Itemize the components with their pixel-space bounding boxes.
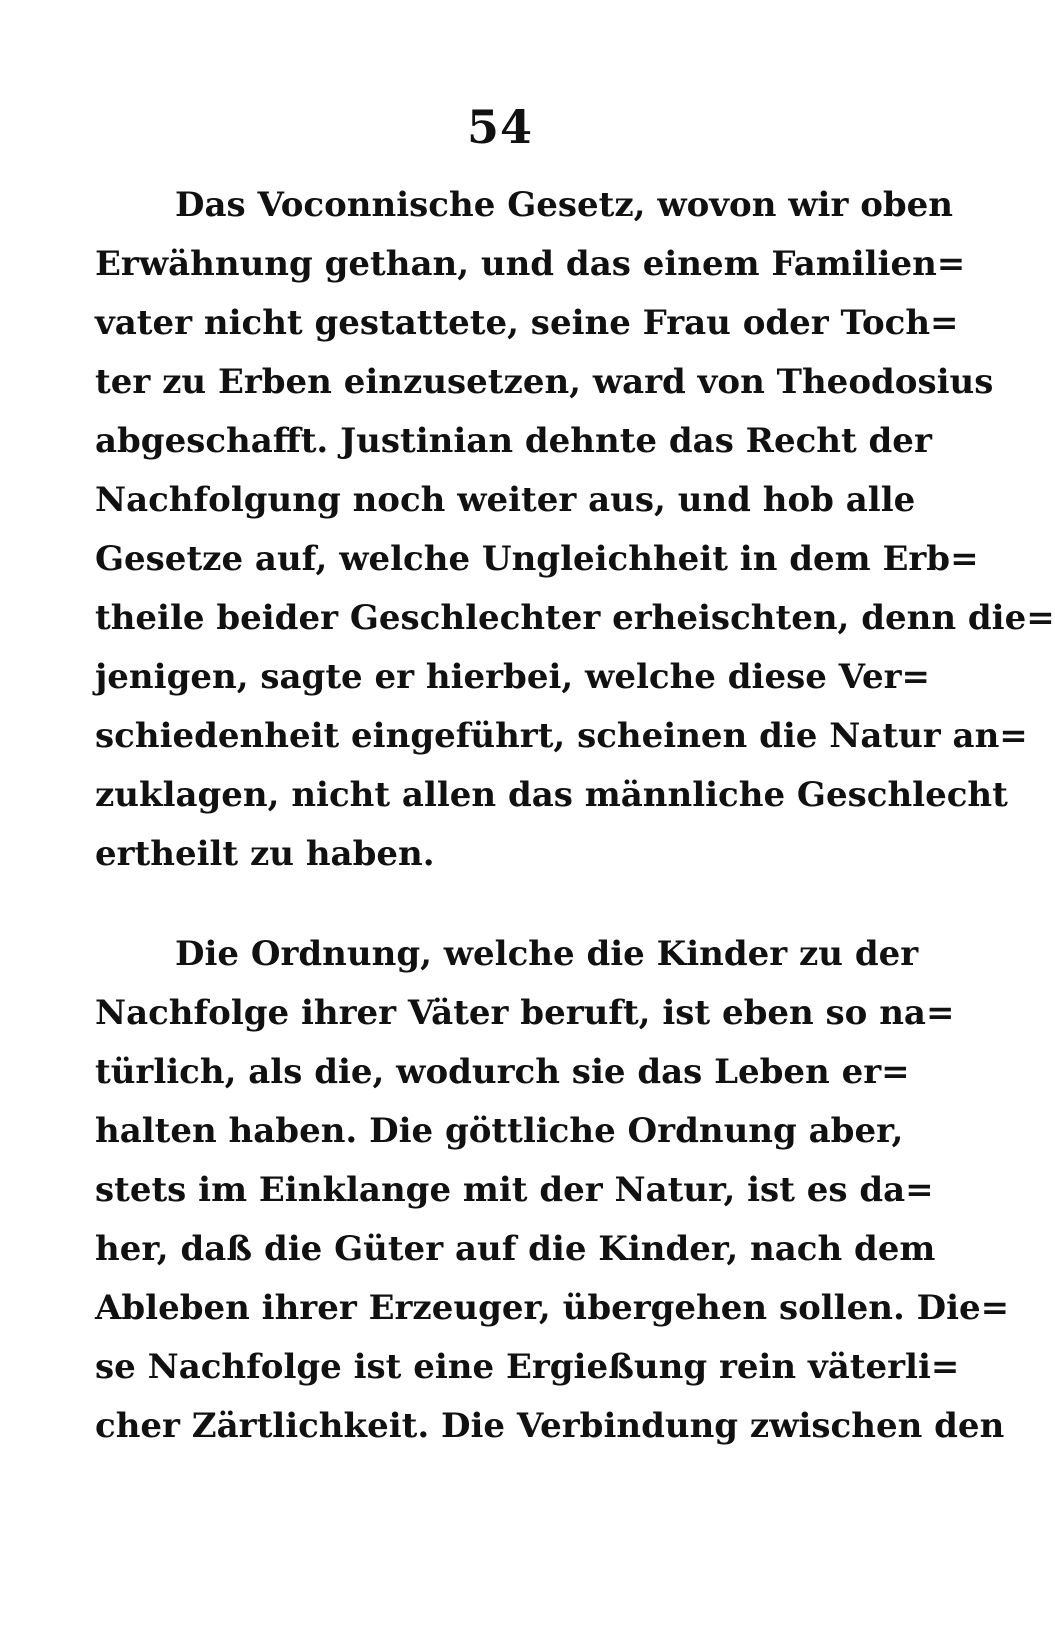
text-line: schiedenheit eingeführt, scheinen die Natur an= bbox=[95, 716, 1028, 756]
text-line: ter zu Erben einzusetzen, ward von Theodosius bbox=[95, 362, 994, 402]
paragraph-1 bbox=[95, 176, 1055, 884]
text-line: Nachfolge ihrer Väter beruft, ist eben so na= bbox=[95, 993, 955, 1033]
text-line: ertheilt zu haben. bbox=[95, 834, 435, 874]
text-line: her, daß die Güter auf die Kinder, nach dem bbox=[95, 1229, 936, 1269]
text-line: Gesetze auf, welche Ungleichheit in dem Erb= bbox=[95, 539, 979, 579]
text-line: Das Voconnische Gesetz, wovon wir oben bbox=[175, 185, 953, 225]
text-line: jenigen, sagte er hierbei, welche diese Ver= bbox=[95, 657, 930, 697]
text-line: abgeschafft. Justinian dehnte das Recht der bbox=[95, 421, 932, 461]
text-line: se Nachfolge ist eine Ergießung rein väterli= bbox=[95, 1347, 960, 1387]
text-line: theile beider Geschlechter erheischten, denn die= bbox=[95, 598, 1055, 638]
page-number: 54 bbox=[466, 100, 533, 154]
paragraph-2 bbox=[95, 925, 1010, 1456]
text-line: zuklagen, nicht allen das männliche Geschlecht bbox=[95, 775, 1008, 815]
text-line: türlich, als die, wodurch sie das Leben er= bbox=[95, 1052, 910, 1092]
text-line: Erwähnung gethan, und das einem Familien= bbox=[95, 244, 966, 284]
text-line: halten haben. Die göttliche Ordnung aber, bbox=[95, 1111, 904, 1151]
text-line: Die Ordnung, welche die Kinder zu der bbox=[175, 934, 919, 974]
text-line: vater nicht gestattete, seine Frau oder Toch= bbox=[95, 303, 959, 343]
text-line: stets im Einklange mit der Natur, ist es da= bbox=[95, 1170, 934, 1210]
text-line: Nachfolgung noch weiter aus, und hob alle bbox=[95, 480, 916, 520]
text-line: cher Zärtlichkeit. Die Verbindung zwischen den bbox=[95, 1406, 1005, 1446]
text-line: Ableben ihrer Erzeuger, übergehen sollen. Die= bbox=[95, 1288, 1010, 1328]
